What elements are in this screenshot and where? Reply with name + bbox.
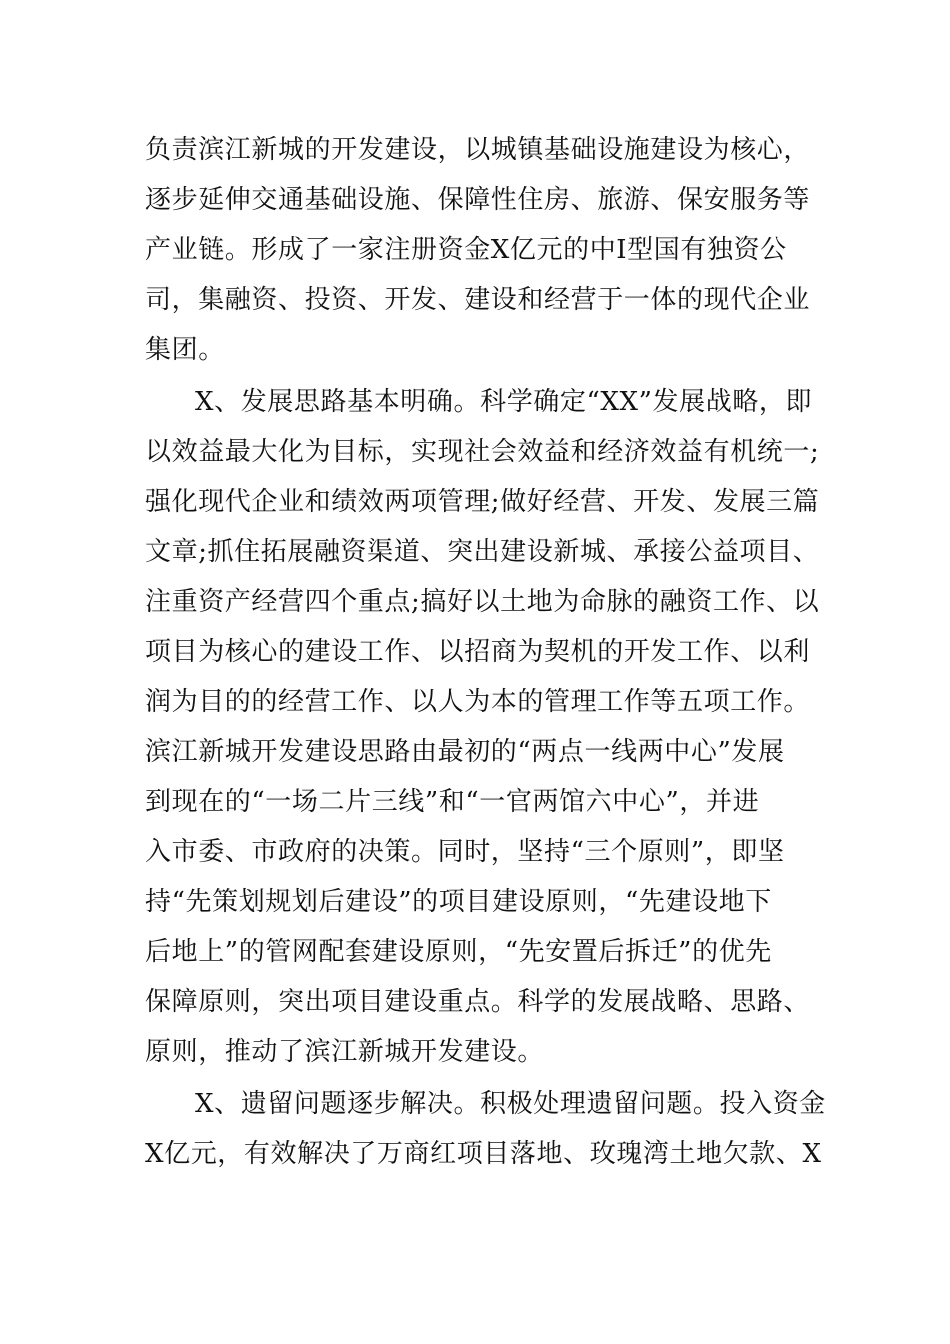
paragraph-heading-line: X、发展思路基本明确。科学确定“XX”发展战略，即	[195, 387, 813, 417]
text-line: 原则，推动了滨江新城开发建设。	[145, 1037, 545, 1067]
text-line: 注重资产经营四个重点;搞好以土地为命脉的融资工作、以	[145, 587, 820, 617]
text-line: 入市委、市政府的决策。同时，坚持“三个原则”，即坚	[145, 837, 785, 867]
text-line: 集团。	[145, 335, 225, 365]
text-line: 以效益最大化为目标，实现社会效益和经济效益有机统一;	[145, 437, 820, 467]
text-line: 产业链。形成了一家注册资金X亿元的中Ⅰ型国有独资公	[145, 235, 787, 265]
text-line: 司，集融资、投资、开发、建设和经营于一体的现代企业	[145, 285, 811, 315]
text-line: 持“先策划规划后建设”的项目建设原则，“先建设地下	[145, 887, 772, 917]
text-line: 负责滨江新城的开发建设，以城镇基础设施建设为核心，	[145, 135, 811, 165]
paragraph-heading-line: X、遗留问题逐步解决。积极处理遗留问题。投入资金	[195, 1089, 826, 1119]
text-line: 文章;抓住拓展融资渠道、突出建设新城、承接公益项目、	[145, 537, 820, 567]
text-line: 保障原则，突出项目建设重点。科学的发展战略、思路、	[145, 987, 811, 1017]
text-line: 后地上”的管网配套建设原则，“先安置后拆迁”的优先	[145, 937, 772, 967]
text-line: 逐步延伸交通基础设施、保障性住房、旅游、保安服务等	[145, 185, 811, 215]
text-line: 滨江新城开发建设思路由最初的“两点一线两中心”发展	[145, 737, 785, 767]
text-line: 强化现代企业和绩效两项管理;做好经营、开发、发展三篇	[145, 487, 820, 517]
text-line: 项目为核心的建设工作、以招商为契机的开发工作、以利	[145, 637, 811, 667]
text-line: 润为目的的经营工作、以人为本的管理工作等五项工作。	[145, 687, 811, 717]
text-line: X亿元，有效解决了万商红项目落地、玫瑰湾土地欠款、X	[145, 1139, 822, 1169]
text-line: 到现在的“一场二片三线”和“一官两馆六中心”，并进	[145, 787, 760, 817]
